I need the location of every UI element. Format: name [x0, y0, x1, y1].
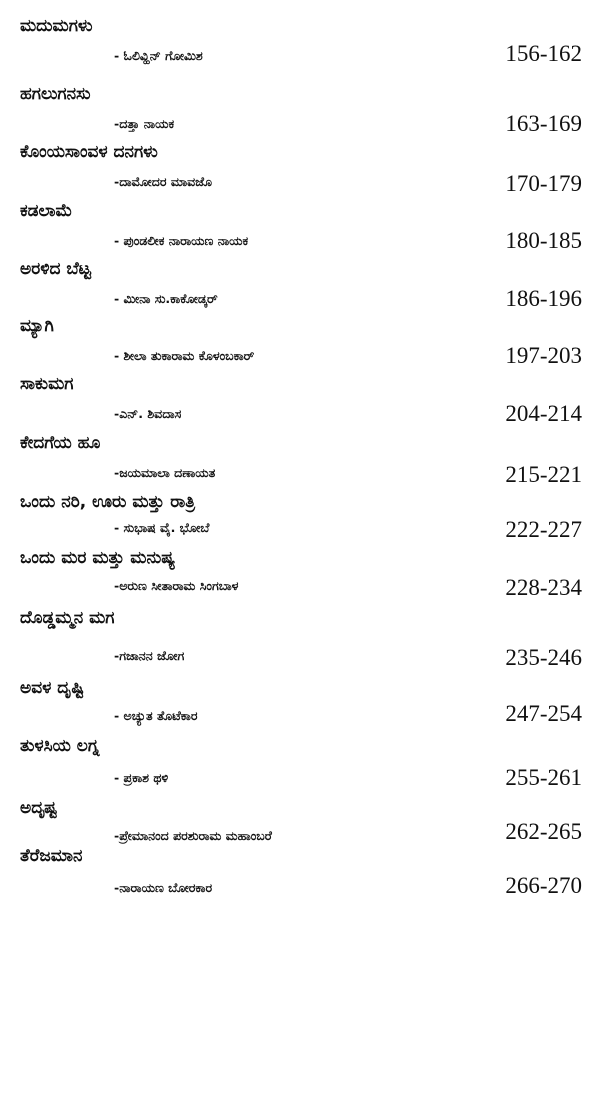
toc-entry — [0, 734, 600, 800]
toc-entry — [0, 314, 600, 380]
story-author: -ದಾಮೋದರ ಮಾವಜೊ — [114, 174, 213, 189]
story-author: - ಪ್ರಕಾಶ ಥಳಿ — [114, 770, 169, 785]
story-author: -ಅರುಣ ಸೀತಾರಾಮ ಸಿಂಗಬಾಳ — [114, 578, 239, 593]
story-title: ಕೇದಗೆಯ ಹೂ — [20, 433, 101, 453]
toc-entry — [0, 372, 600, 438]
story-title: ದೊಡ್ಡಮ್ಮನ ಮಗ — [20, 608, 115, 628]
toc-entry — [0, 140, 600, 206]
toc-entry — [0, 546, 600, 612]
story-author: - ಅಚ್ಯುತ ತೊಟೆಕಾರ — [114, 708, 198, 723]
page-range: 204-214 — [505, 401, 582, 426]
story-title: ಅರಳಿದ ಬೆಟ್ಟ — [20, 259, 91, 279]
story-author: -ಜಯಮಾಲಾ ದಣಾಯತ — [114, 465, 216, 480]
story-author: -ದತ್ತಾ ನಾಯಕ — [114, 116, 175, 131]
page-range: 235-246 — [505, 645, 582, 670]
story-title: ಸಾಕುಮಗ — [20, 374, 74, 394]
page-range: 180-185 — [505, 228, 582, 253]
story-author: - ಓಲಿವ್ಹಿನ್ ಗೋಮಿಶ — [114, 48, 203, 63]
toc-entry — [0, 606, 600, 672]
toc-entry — [0, 199, 600, 265]
toc-entry — [0, 82, 600, 148]
story-title: ತುಳಸಿಯ ಲಗ್ನ — [20, 736, 100, 756]
story-title: ತೆರೆಜಮಾನ — [20, 846, 83, 866]
page-range: 228-234 — [505, 575, 582, 600]
story-author: - ಮೀನಾ ಸು.ಕಾಕೋಡ್ಕರ್ — [114, 291, 218, 306]
story-title: ಒಂದು ಮರ ಮತ್ತು ಮನುಷ್ಯ — [20, 548, 176, 568]
page-range: 255-261 — [505, 765, 582, 790]
toc-entry — [0, 676, 600, 742]
story-title: ಹಗಲುಗನಸು — [20, 84, 91, 104]
story-title: ಅವಳ ದೃಷ್ಟಿ — [20, 678, 85, 698]
story-author: - ಶೀಲಾ ತುಕಾರಾಮ ಕೊಳಂಬಕಾರ್ — [114, 348, 255, 363]
page-range: 186-196 — [505, 286, 582, 311]
toc-entry — [0, 431, 600, 497]
story-title: ಮ್ಯಾಗಿ — [20, 316, 54, 336]
story-author: -ಪ್ರೇಮಾನಂದ ಪರಶುರಾಮ ಮಹಾಂಬರೆ — [114, 828, 272, 843]
page-range: 156-162 — [505, 41, 582, 66]
page-range: 215-221 — [505, 462, 582, 487]
page-range: 222-227 — [505, 517, 582, 542]
story-author: - ಸುಭಾಷ ವೈ. ಭೋಬೆ — [114, 520, 210, 535]
story-title: ಮದುಮಗಳು — [20, 16, 93, 36]
story-author: - ಪುಂಡಲೀಕ ನಾರಾಯಣ ನಾಯಕ — [114, 233, 249, 248]
page-range: 170-179 — [505, 171, 582, 196]
story-title: ಕಡಲಾಮೆ — [20, 201, 73, 221]
story-author: -ಗಜಾನನ ಜೋಗ — [114, 648, 185, 663]
page-range: 197-203 — [505, 343, 582, 368]
page-range: 262-265 — [505, 819, 582, 844]
page-range: 266-270 — [505, 873, 582, 898]
story-author: -ನಾರಾಯಣ ಬೋರಕಾರ — [114, 880, 213, 895]
page-range: 163-169 — [505, 111, 582, 136]
story-title: ಕೊಂಯಸಾಂವಳ ದನಗಳು — [20, 142, 158, 162]
story-title: ಅದೃಷ್ಟ — [20, 798, 57, 818]
story-title: ಒಂದು ನರಿ, ಊರು ಮತ್ತು ರಾತ್ರಿ — [20, 492, 196, 512]
toc-entry — [0, 14, 600, 80]
story-author: -ಎನ್. ಶಿವದಾಸ — [114, 406, 182, 421]
page-range: 247-254 — [505, 701, 582, 726]
toc-entry — [0, 844, 600, 910]
